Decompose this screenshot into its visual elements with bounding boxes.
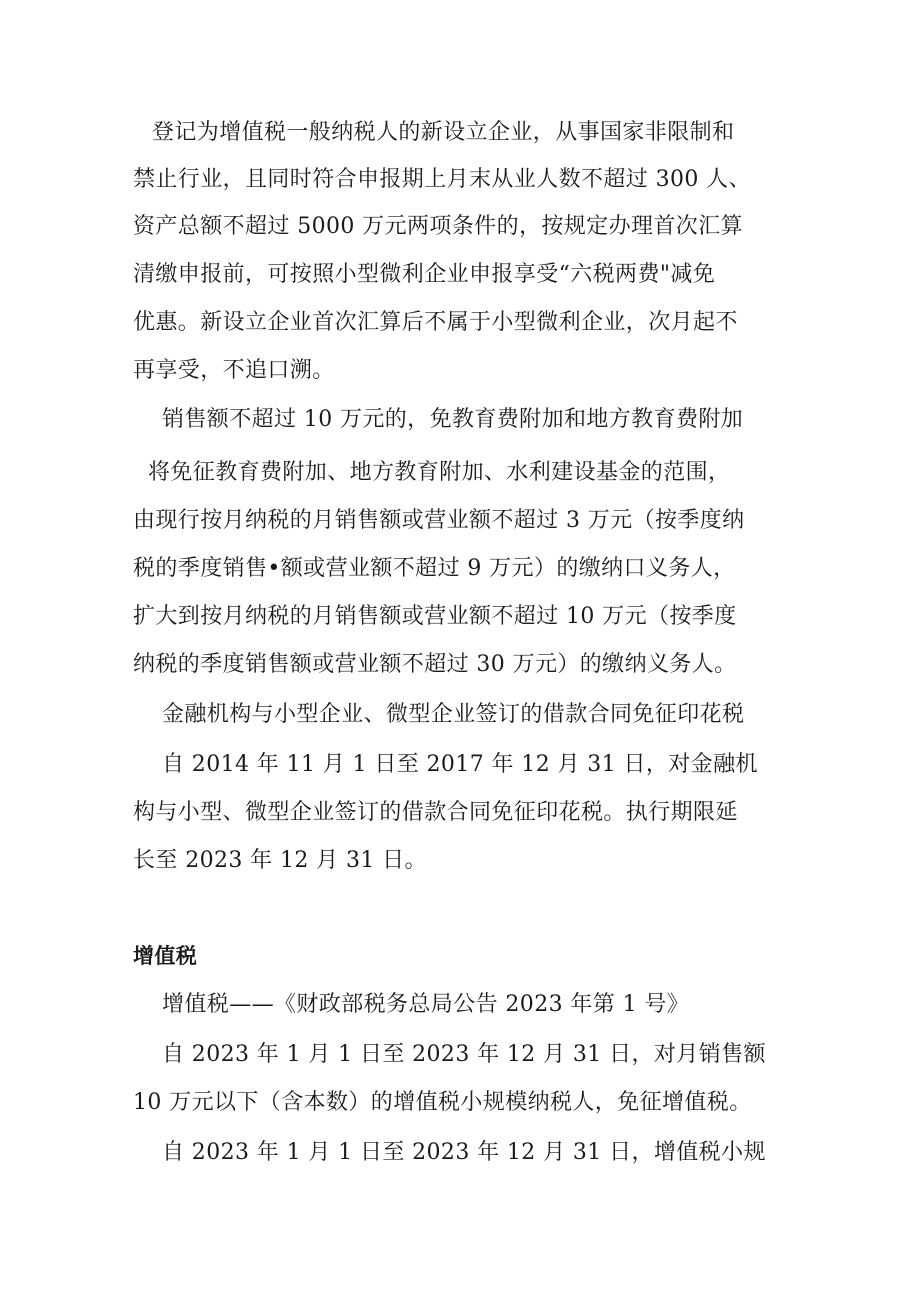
text-line-10: 税的季度销售•额或营业额不超过 9 万元）的缴纳口义务人， [133, 556, 736, 581]
section-line-4: 自 2023 年 1 月 1 日至 2023 年 12 月 31 日，增值税小规 [162, 1140, 766, 1165]
text-line-4: 清缴申报前，可按照小型微利企业申报享受“六税两费"减免 [133, 262, 716, 287]
text-line-9: 由现行按月纳税的月销售额或营业额不超过 3 万元（按季度纳 [133, 508, 745, 533]
text-line-16: 长至 2023 年 12 月 31 日。 [133, 848, 427, 873]
text-line-2: 禁止行业，且同时符合申报期上月末从业人数不超过 300 人、 [133, 167, 751, 192]
section-line-2: 自 2023 年 1 月 1 日至 2023 年 12 月 31 日，对月销售额 [162, 1042, 766, 1067]
text-line-7: 销售额不超过 10 万元的，免教育费附加和地方教育费附加 [162, 407, 744, 432]
section-heading: 增值税 [133, 944, 198, 968]
text-line-15: 构与小型、微型企业签订的借款合同免征印花税。执行期限延 [133, 800, 738, 825]
text-line-14: 自 2014 年 11 月 1 日至 2017 年 12 月 31 日，对金融机 [162, 752, 758, 777]
text-line-12: 纳税的季度销售额或营业额不超过 30 万元）的缴纳义务人。 [133, 652, 737, 677]
text-line-11: 扩大到按月纳税的月销售额或营业额不超过 10 万元（按季度 [133, 604, 737, 629]
text-line-8: 将免征教育费附加、地方教育附加、水利建设基金的范围， [148, 460, 731, 485]
section-line-1: 增值税——《财政部税务总局公告 2023 年第 1 号》 [162, 992, 690, 1017]
text-line-6: 再享受，不追口溯。 [133, 358, 335, 383]
text-line-1: 登记为增值税一般纳税人的新设立企业，从事国家非限制和 [152, 120, 735, 145]
section-line-3: 10 万元以下（含本数）的增值税小规模纳税人，免征增值税。 [133, 1090, 752, 1115]
text-line-5: 优惠。新设立企业首次汇算后不属于小型微利企业，次月起不 [133, 310, 738, 335]
text-line-13: 金融机构与小型企业、微型企业签订的借款合同免征印花税 [162, 702, 745, 727]
text-line-3: 资产总额不超过 5000 万元两项条件的，按规定办理首次汇算 [133, 214, 743, 239]
